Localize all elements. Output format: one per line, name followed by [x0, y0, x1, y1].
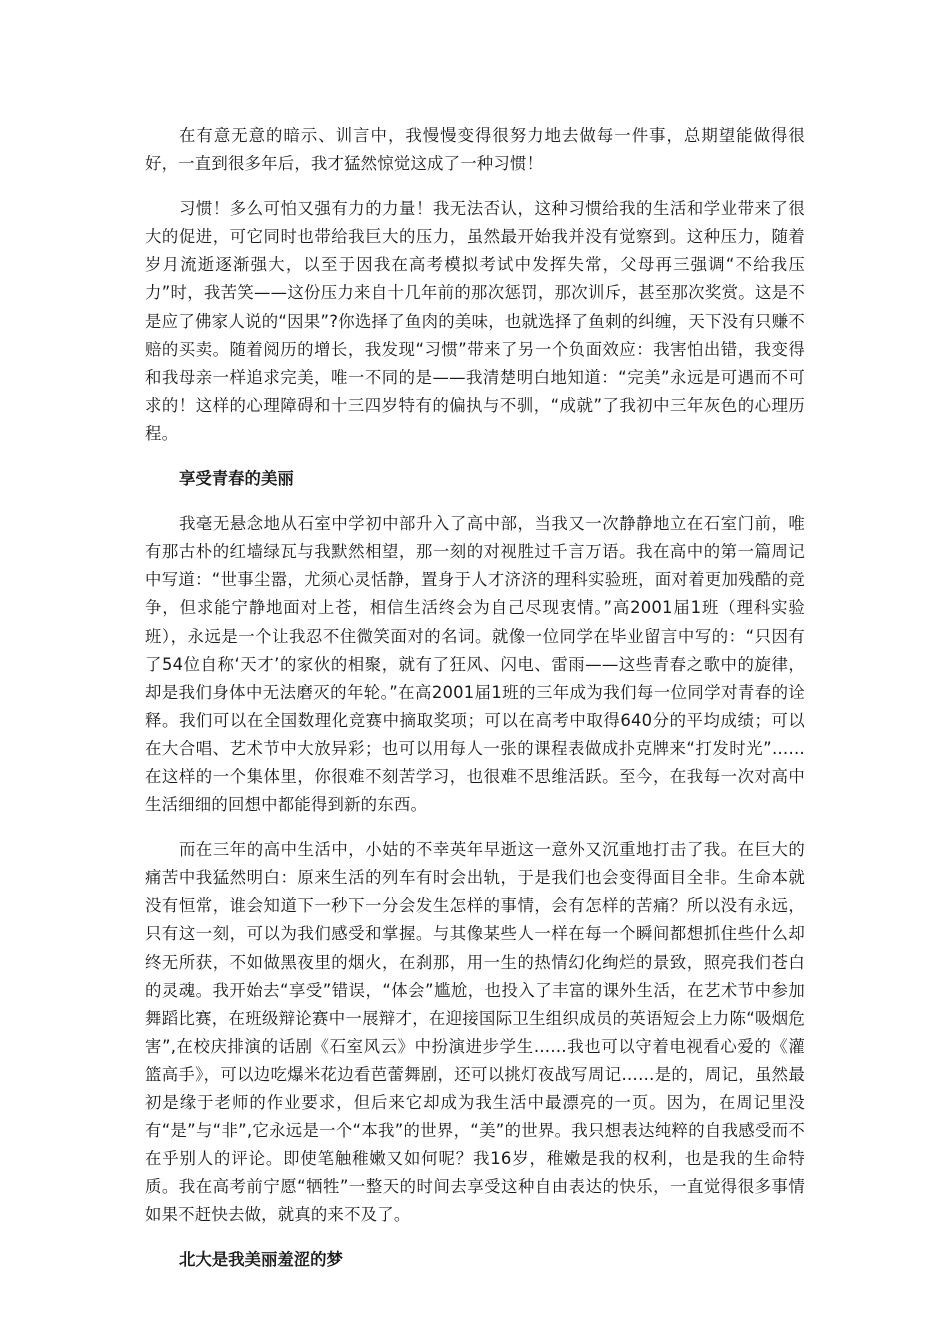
- paragraph: 习惯！多么可怕又强有力的力量！我无法否认，这种习惯给我的生活和学业带来了很大的促进，可它同时也带给我巨大的压力，虽然最开始我并没有觉察到。这种压力，随着岁月流逝逐渐强大，以至于因我在高考模拟考试中发挥失常，父母再三强调“不给我压力”时，我苦笑——这份压力来自十几年前的那次惩罚，那次训斥，甚至那次奖赏。这是不是应了佛家人说的“因果”?你选择了鱼肉的美味，也就选择了鱼刺的纠缠，天下没有只赚不赔的买卖。随着阅历的增长，我发现“习惯”带来了另一个负面效应：我害怕出错，我变得和我母亲一样追求完美，唯一不同的是——我清楚明白地知道：“完美”永远是可遇而不可求的！这样的心理障碍和十三四岁特有的偏执与不驯，“成就”了我初中三年灰色的心理历程。: [145, 199, 805, 443]
- document-body: [145, 122, 805, 1292]
- section-heading: 北大是我美丽羞涩的梦: [179, 1250, 343, 1270]
- paragraph: 在有意无意的暗示、训言中，我慢慢变得很努力地去做每一件事，总期望能做得很好，一直到很多年后，我才猛然惊觉这成了一种习惯！: [145, 126, 805, 174]
- paragraph: 而在三年的高中生活中，小姑的不幸英年早逝这一意外又沉重地打击了我。在巨大的痛苦中我猛然明白：原来生活的列车有时会出轨，于是我们也会变得面目全非。生命本就没有恒常，谁会知道下一秒下一分会发生怎样的事情，会有怎样的苦痛？所以没有永远，只有这一刻，可以为我们感受和掌握。与其像某些人一样在每一个瞬间都想抓住些什么却终无所获，不如做黑夜里的烟火，在刹那，用一生的热情幻化绚烂的景致，照亮我们苍白的灵魂。我开始去“享受”错误，“体会”尴尬，也投入了丰富的课外生活，在艺术节中参加舞蹈比赛，在班级辩论赛中一展辩才，在迎接国际卫生组织成员的英语短会上力陈“吸烟危害”,在校庆排演的话剧《石室风云》中扮演进步学生……我也可以守着电视看心爱的《灌篮高手》，可以边吃爆米花边看芭蕾舞剧，还可以挑灯夜战写周记……是的，周记，虽然最初是缘于老师的作业要求，但后来它却成为我生活中最漂亮的一页。因为，在周记里没有“是”与“非”,它永远是一个“本我”的世界，“美”的世界。我只想表达纯粹的自我感受而不在乎别人的评论。即使笔触稚嫩又如何呢？我16岁，稚嫩是我的权利，也是我的生命特质。我在高考前宁愿“牺牲”一整天的时间去享受这种自由表达的快乐，一直觉得很多事情如果不赶快去做，就真的来不及了。: [145, 840, 805, 1225]
- section-heading: 享受青春的美丽: [179, 469, 294, 489]
- paragraph: 我毫无悬念地从石室中学初中部升入了高中部，当我又一次静静地立在石室门前，唯有那古朴的红墙绿瓦与我默然相望，那一刻的对视胜过千言万语。我在高中的第一篇周记中写道：“世事尘嚣，尤须心灵恬静，置身于人才济济的理科实验班，面对着更加残酷的竞争，但求能宁静地面对上苍，相信生活终会为自己尽现衷情。”高2001届1班（理科实验班），永远是一个让我忍不住微笑面对的名词。就像一位同学在毕业留言中写的：“只因有了54位自称‘天才’的家伙的相聚，就有了狂风、闪电、雷雨——这些青春之歌中的旋律，却是我们身体中无法磨灭的年轮。”在高2001届1班的三年成为我们每一位同学对青春的诠释。我们可以在全国数理化竞赛中摘取奖项；可以在高考中取得640分的平均成绩；可以在大合唱、艺术节中大放异彩；也可以用每人一张的课程表做成扑克牌来“打发时光”……在这样的一个集体里，你很难不刻苦学习，也很难不思维活跃。至今，在我每一次对高中生活细细的回想中都能得到新的东西。: [145, 514, 805, 815]
